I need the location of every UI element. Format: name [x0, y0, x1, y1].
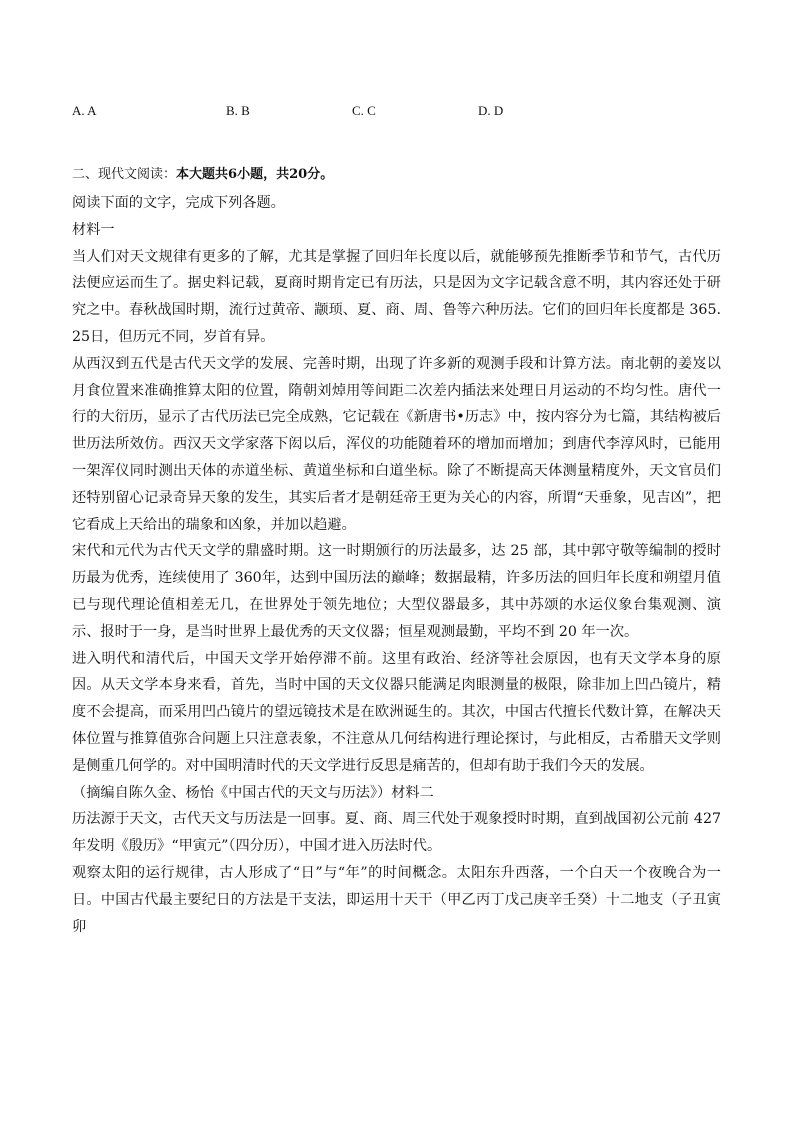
total-score: 20 — [289, 167, 308, 182]
option-b[interactable]: B. B — [226, 103, 250, 118]
section-heading — [72, 160, 721, 190]
section-heading-bold-1: 本大题共 — [176, 167, 229, 182]
section-heading-bold-2: 小题，共 — [237, 167, 290, 182]
section-heading-bold-3: 分。 — [307, 167, 334, 182]
paragraph-ming-qing: 进入明代和清代后，中国天文学开始停滞不前。这里有政治、经济等社会原因，也有天文学本身的原因。从天文学本身来看，首先，当时中国的天文仪器只能满足肉眼测量的极限，除非加上凹凸镜片，精度不会提高，而采用凹凸镜片的望远镜技术是在欧洲诞生的。其次，中国古代擅长代数计算，在解决天体位置与推算值弥合问题上只注意表象，不注意从几何结构进行理论探讨，与此相反，古希腊天文学则是侧重几何学的。对中国明清时代的天文学进行反思是痛苦的，但却有助于我们今天的发展。 — [72, 650, 721, 774]
answer-options — [72, 103, 722, 125]
option-a[interactable]: A. A — [72, 103, 97, 118]
section-heading-plain: 二、现代文阅读： — [72, 167, 177, 182]
option-c[interactable]: C. C — [352, 103, 376, 118]
option-d[interactable]: D. D — [478, 103, 504, 118]
reading-section — [72, 160, 721, 940]
paragraph-day-concept: 观察太阳的运行规律，古人形成了“日”与“年”的时间概念。太阳东升西落，一个白天一个夜晚合为一日。中国古代最主要纪日的方法是干支法，即运用十天干（甲乙丙丁戊己庚辛壬癸）十二地支（子丑寅卯 — [72, 864, 721, 935]
paragraph-han-to-five-dynasties: 从西汉到五代是古代天文学的发展、完善时期，出现了许多新的观测手段和计算方法。南北朝的姜岌以月食位置来准确推算太阳的位置，隋朝刘焯用等间距二次差内插法来处理日月运动的不均匀性。唐代一行的大衍历，显示了古代历法已完全成熟，它记载在《新唐书•历志》中，按内容分为七篇，其结构被后世历法所效仿。西汉天文学家落下闳以后，浑仪的功能随着环的增加而增加；到唐代李淳风时，已能用一架浑仪同时测出天体的赤道坐标、黄道坐标和白道坐标。除了不断提高天体测量精度外，天文官员们还特别留心记录奇异天象的发生，其实后者才是朝廷帝王更为关心的内容，所谓“天垂象，见吉凶”，把它看成上天给出的瑞象和凶象，并加以趋避。 — [72, 355, 721, 533]
section-instruction: 阅读下面的文字，完成下列各题。 — [72, 195, 285, 211]
source-citation: （摘编自陈久金、杨怡《中国古代的天文与历法》）材料二 — [72, 784, 434, 801]
paragraph-material-two-intro: 历法源于天文，古代天文与历法是一回事。夏、商、周三代处于观象授时时期，直到战国初公元前 427 年发明《殷历》“甲寅元”（四分历），中国才进入历法时代。 — [72, 811, 721, 855]
paragraph-calendar-origin: 当人们对天文规律有更多的了解，尤其是掌握了回归年长度以后，就能够预先推断季节和节气，古代历法便应运而生了。据史料记载，夏商时期肯定已有历法，只是因为文字记载含意不明，其内容还处于研究之中。春秋战国时期，流行过黄帝、颛顼、夏、商、周、鲁等六种历法。它们的回归年长度都是 365.25日，但历元不同，岁首有异。 — [72, 248, 721, 345]
paragraph-song-yuan: 宋代和元代为古代天文学的鼎盛时期。这一时期颁行的历法最多，达 25 部，其中郭守敬等编制的授时历最为优秀，连续使用了 360年，达到中国历法的巅峰；数据最精，许多历法的回归年长度和朔望月值已与现代理论值相差无几，在世界处于领先地位；大型仪器最多，其中苏颂的水运仪象台集观测、演示、报时于一身，是当时世界上最优秀的天文仪器；恒星观测最勤，平均不到 20 年一次。 — [72, 543, 721, 640]
material-one-label: 材料一 — [72, 221, 115, 238]
question-count: 6 — [228, 167, 238, 182]
